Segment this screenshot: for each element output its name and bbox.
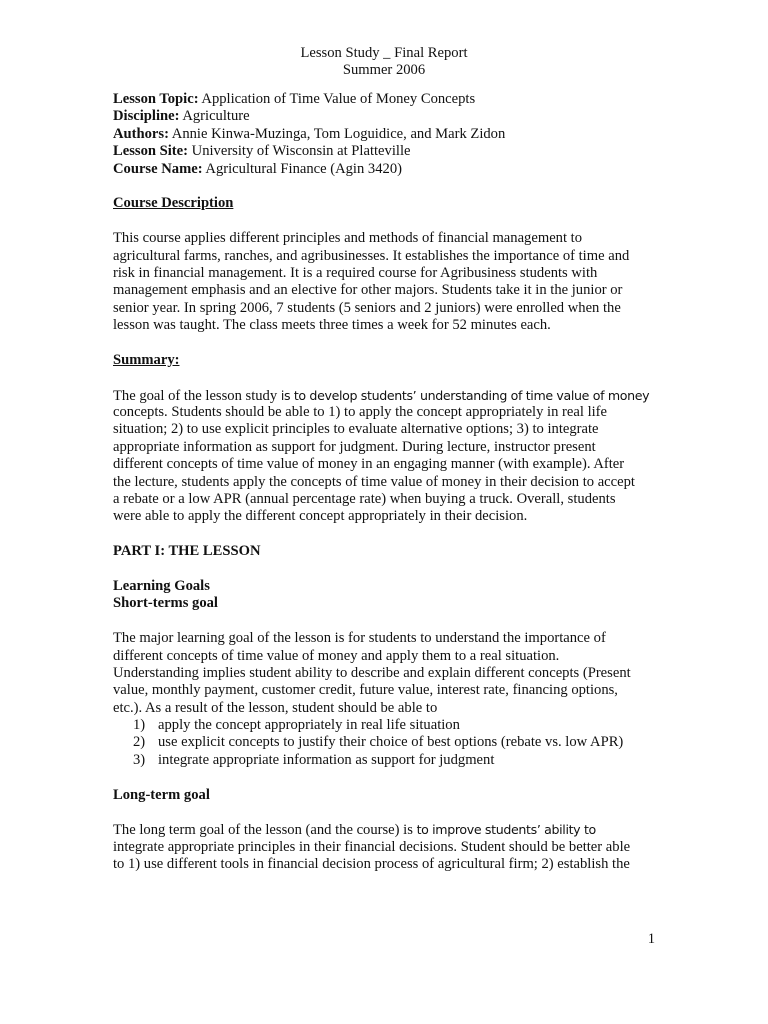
report-subtitle: Summer 2006 <box>342 62 426 79</box>
paragraph-line: appropriate information as support for judgment. During lecture, instructor present <box>113 438 596 455</box>
paragraph-line <box>113 387 661 404</box>
long-term-heading: Long-term goal <box>113 786 210 803</box>
paragraph-line: The major learning goal of the lesson is for students to understand the importance of <box>113 630 606 647</box>
paragraph-line: senior year. In spring 2006, 7 students (5 seniors and 2 juniors) were enrolled when the <box>113 299 621 316</box>
long-first-a: The long term goal of the lesson (and the course) is <box>113 822 417 839</box>
summary-first-a: The goal of the lesson study <box>113 387 281 404</box>
summary-first-b: is to develop students’ understanding of time value of money <box>280 387 650 403</box>
list-number: 3) <box>133 751 146 768</box>
meta-topic-label: Lesson Topic: <box>113 91 199 107</box>
meta-topic <box>113 91 661 108</box>
learning-goals-heading: Learning Goals <box>113 577 210 594</box>
list-text: apply the concept appropriately in real life situation <box>158 717 460 734</box>
paragraph-line: a rebate or a low APR (annual percentage rate) when buying a truck. Overall, students <box>113 490 616 507</box>
meta-discipline-label: Discipline: <box>113 108 180 125</box>
meta-site-label: Lesson Site: <box>113 143 188 160</box>
summary-heading: Summary: <box>113 351 180 368</box>
meta-discipline-value: Agriculture <box>179 108 250 125</box>
meta-topic-value: Application of Time Value of Money Concepts <box>198 91 476 107</box>
part1-heading: PART I: THE LESSON <box>113 543 261 560</box>
list-item <box>113 717 661 734</box>
list-text: use explicit concepts to justify their choice of best options (rebate vs. low APR) <box>158 734 624 751</box>
paragraph-line: risk in financial management. It is a required course for Agribusiness students with <box>113 264 598 281</box>
paragraph-line: Understanding implies student ability to describe and explain different concepts (Present <box>113 664 631 681</box>
paragraph-line: were able to apply the different concept appropriately in their decision. <box>113 508 528 525</box>
meta-discipline <box>113 108 661 125</box>
report-body <box>113 91 661 874</box>
long-first-b: to improve students’ ability to <box>416 822 596 838</box>
list-text: integrate appropriate information as support for judgment <box>158 751 495 768</box>
paragraph-line: different concepts of time value of money in an engaging manner (with example). After <box>113 456 625 473</box>
list-number: 2) <box>133 734 146 751</box>
meta-authors-label: Authors: <box>113 125 169 142</box>
meta-site-value: University of Wisconsin at Platteville <box>188 143 411 160</box>
meta-course <box>113 161 661 178</box>
paragraph-line: different concepts of time value of money and apply them to a real situation. <box>113 647 560 664</box>
list-item <box>113 734 661 751</box>
paragraph-line: etc.). As a result of the lesson, student should be able to <box>113 699 438 716</box>
paragraph-line: value, monthly payment, customer credit, future value, interest rate, financing options, <box>113 682 618 699</box>
paragraph-line: agricultural farms, ranches, and agribusinesses. It establishes the importance of time and <box>113 247 630 264</box>
paragraph-line <box>113 821 661 838</box>
paragraph-line: integrate appropriate principles in their financial decisions. Student should be better able <box>113 838 631 855</box>
meta-course-value: Agricultural Finance (Agin 3420) <box>202 160 402 177</box>
list-item <box>113 752 661 769</box>
report-title: Lesson Study _ Final Report <box>300 45 468 61</box>
course-description-heading: Course Description <box>113 195 234 212</box>
paragraph-line: This course applies different principles and methods of financial management to <box>113 230 583 247</box>
meta-authors <box>113 126 661 143</box>
paragraph-line: management emphasis and an elective for other majors. Students take it in the junior or <box>113 282 623 299</box>
meta-site <box>113 143 661 160</box>
meta-authors-value: Annie Kinwa-Muzinga, Tom Loguidice, and Mark Zidon <box>168 125 506 142</box>
meta-course-label: Course Name: <box>113 160 203 177</box>
paragraph-line: concepts. Students should be able to 1) to apply the concept appropriately in real life <box>113 404 608 421</box>
paragraph-line: the lecture, students apply the concepts of time value of money in their decision to accept <box>113 473 635 490</box>
paragraph-line: situation; 2) to use explicit principles to evaluate alternative options; 3) to integrate <box>113 421 599 438</box>
paragraph-line: to 1) use different tools in financial decision process of agricultural firm; 2) establish the <box>113 856 630 873</box>
paragraph-line: lesson was taught. The class meets three times a week for 52 minutes each. <box>113 317 551 334</box>
report-header <box>0 45 768 80</box>
short-term-heading: Short-terms goal <box>113 595 218 612</box>
list-number: 1) <box>133 717 146 734</box>
page-number: 1 <box>647 931 655 947</box>
